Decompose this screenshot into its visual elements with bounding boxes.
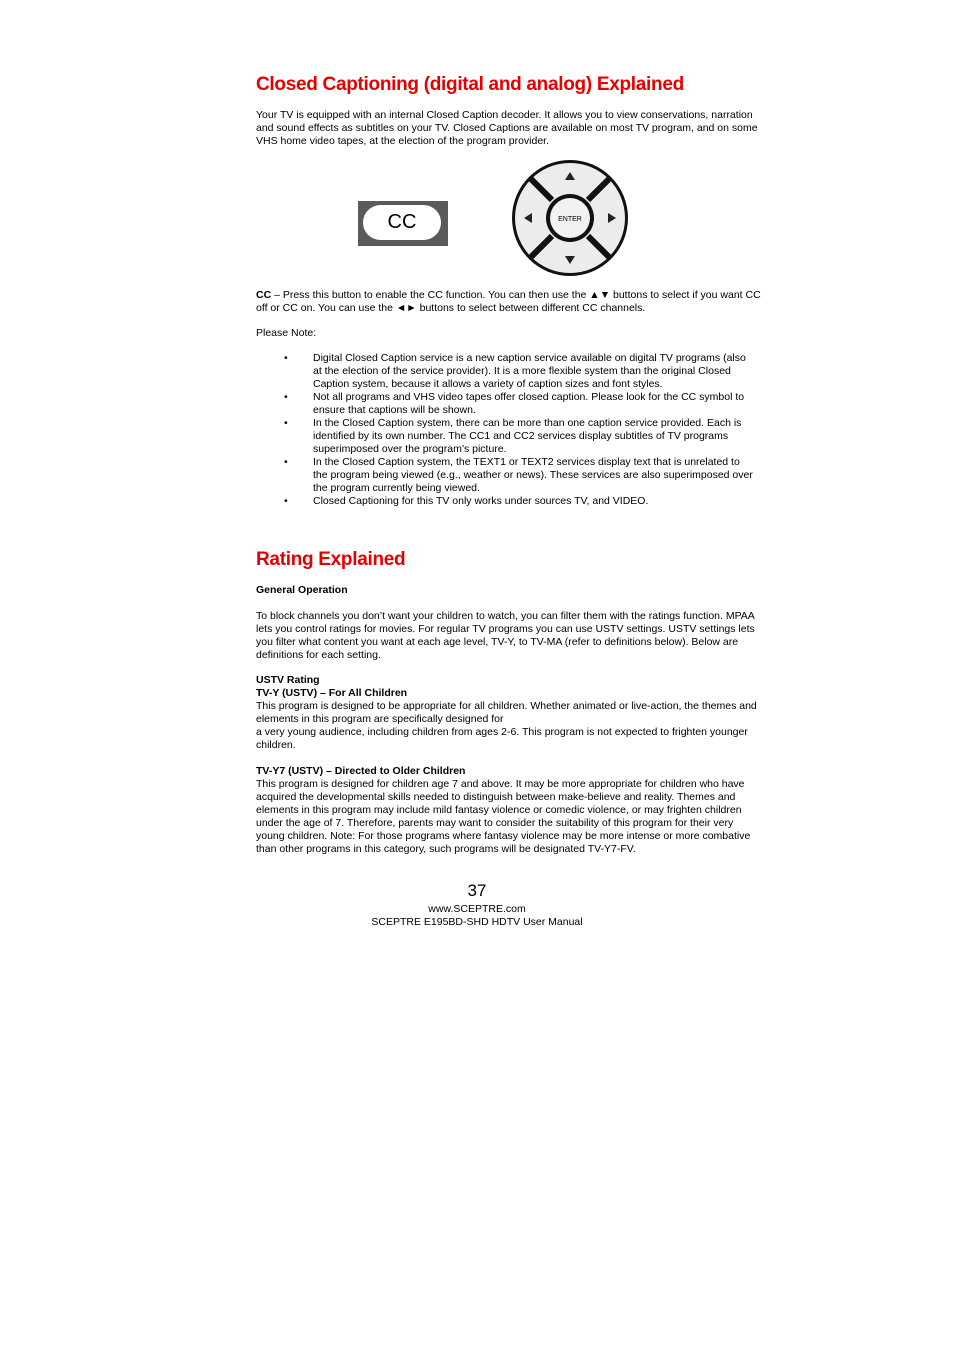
tvy7-heading: TV-Y7 (USTV) – Directed to Older Children: [256, 765, 466, 777]
tvy-text-1: This program is designed to be appropriate for all children. Whether animated or live-action, the themes and elements in this program are specifically designed for: [256, 700, 757, 725]
footer-manual-title: SCEPTRE E195BD-SHD HDTV User Manual: [371, 916, 583, 928]
general-operation-text: To block channels you don’t want your children to watch, you can filter them with the ratings function. MPAA lets you control ratings for movies. For regular TV programs you can use USTV settings. USTV settings lets you filter what content you want at each age level, TV-Y, to TV-MA (refer to definitions below). Below are definitions for each setting.: [256, 610, 755, 661]
list-item: • In the Closed Caption system, there can be more than one caption service provided. Each is identified by its own number. The CC1 and CC2 services display subtitles of TV programs superimposed over the program’s picture.: [284, 417, 742, 455]
bullet: •: [284, 456, 288, 468]
cc-term: CC: [256, 289, 272, 301]
cc-button-illustration: [358, 201, 448, 246]
ustv-rating-heading: USTV Rating: [256, 674, 320, 686]
list-item: • Digital Closed Caption service is a new caption service available on digital TV programs (also at the election of the service provider). It is a more flexible system than the original Closed Caption system, because it allows a variety of caption sizes and font styles.: [284, 352, 746, 390]
list-item: • In the Closed Caption system, the TEXT1 or TEXT2 services display text that is unrelated to the program being viewed (e.g., weather or news). These services are also superimposed over the program currently being viewed.: [284, 456, 753, 494]
tvy-heading: TV-Y (USTV) – For All Children: [256, 687, 408, 699]
rating-section-title: Rating Explained: [256, 549, 406, 570]
page-number: 37: [467, 881, 487, 900]
list-item: • Closed Captioning for this TV only works under sources TV, and VIDEO.: [284, 495, 649, 507]
button-illustrations: [256, 158, 762, 278]
please-note-label: Please Note:: [256, 327, 317, 339]
list-item: • Not all programs and VHS video tapes offer closed caption. Please look for the CC symbol to ensure that captions will be shown.: [284, 391, 745, 416]
bullet: •: [284, 391, 288, 403]
general-operation-heading: General Operation: [256, 584, 348, 596]
bullet: •: [284, 417, 288, 429]
bullet: •: [284, 352, 288, 364]
footer-website: www.SCEPTRE.com: [428, 903, 526, 915]
cc-section-title: Closed Captioning (digital and analog) Explained: [256, 74, 684, 95]
notes-list: [256, 352, 762, 508]
cc-description: [256, 289, 762, 315]
cc-description-text: – Press this button to enable the CC function. You can then use the ▲▼ buttons to select if you want CC off or CC on. You can use the ◄► buttons to select between different CC channels.: [256, 289, 761, 314]
cc-button-label: CC: [363, 205, 441, 240]
dpad-remote-illustration: [510, 158, 630, 278]
tvy-text-2: a very young audience, including children from ages 2-6. This program is not expected to frighten younger children.: [256, 726, 748, 751]
enter-label: ENTER: [558, 216, 582, 223]
cc-intro-text: Your TV is equipped with an internal Closed Caption decoder. It allows you to view conservations, narration and sound effects as subtitles on your TV. Closed Captions are available on most TV program, and on some VHS home video tapes, at the election of the program provider.: [256, 109, 758, 147]
bullet: •: [284, 495, 288, 507]
tvy7-text: This program is designed for children age 7 and above. It may be more appropriate for children who have acquired the developmental skills needed to distinguish between make-believe and reality. Themes and elements in this program may include mild fantasy violence or comedic violence, or may frighten children under the age of 7. Therefore, parents may want to consider the suitability of this program for their very young children. Note: For those programs where fantasy violence may be more intense or more combative than other programs in this category, such programs will be designated TV-Y7-FV.: [256, 778, 751, 855]
